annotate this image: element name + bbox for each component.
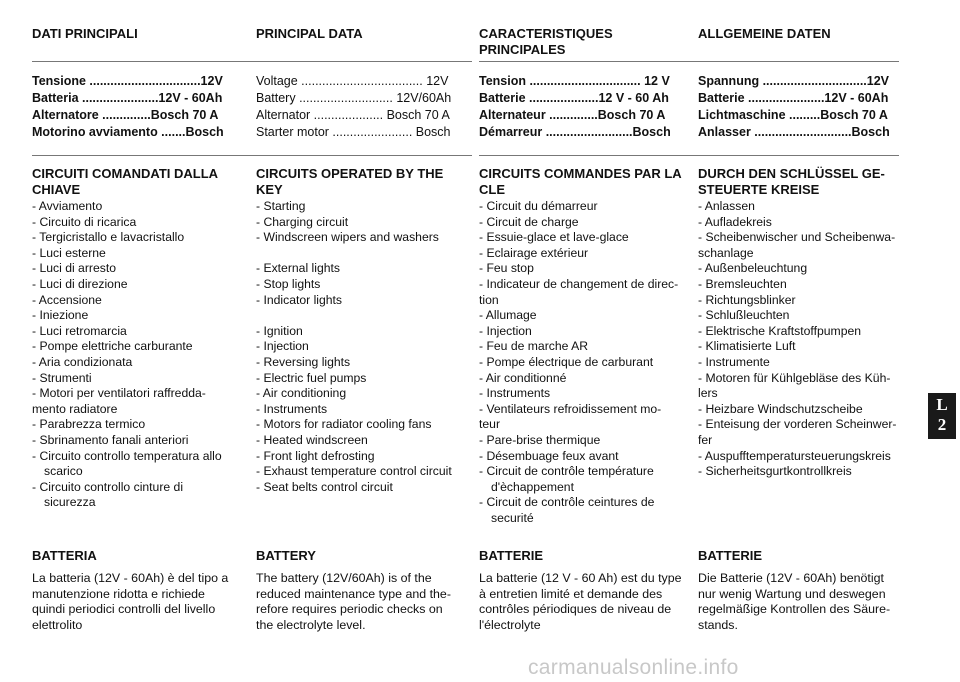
list-item: - Aria condizionata (32, 354, 133, 369)
title-line: CIRCUITS COMMANDES PAR LA (479, 166, 682, 181)
list-item: - Circuit de contrôle température (479, 464, 654, 479)
text-line: refore requires periodic checks on (256, 602, 443, 617)
title-line: STEUERTE KREISE (698, 182, 820, 197)
spec-line: Spannung ..............................12V (698, 74, 890, 88)
list-item: - Anlassen (698, 199, 755, 213)
list-item: lers (698, 386, 718, 401)
list-item: - Windscreen wipers and washers (256, 230, 439, 245)
list-item: - Starting (256, 199, 306, 213)
text-line: the electrolyte level. (256, 617, 366, 632)
circuits-german (698, 166, 910, 480)
battery-french (479, 548, 694, 633)
list-item: - Bremsleuchten (698, 276, 787, 291)
section-title (256, 166, 470, 198)
circuits-english (256, 166, 470, 495)
list-item: - Circuit de charge (479, 214, 579, 229)
list-item: - External lights (256, 261, 340, 276)
title-line: CIRCUITI COMANDATI DALLA (32, 166, 219, 181)
list-item: - Pompe elettriche carburante (32, 339, 193, 354)
header-italian: DATI PRINCIPALI (32, 26, 138, 41)
spec-line: Alternatore ..............Bosch 70 A (32, 108, 219, 122)
list-item: - Sbrinamento fanali anteriori (32, 432, 189, 447)
tab-letter: L (936, 395, 948, 414)
list-item: - Instrumente (698, 354, 770, 369)
list-item: - Ventilateurs refroidissement mo- (479, 401, 662, 416)
list-item: - Auspufftemperatursteuerungskreis (698, 448, 891, 463)
list-item: mento radiatore (32, 401, 118, 416)
battery-italian (32, 548, 247, 633)
battery-english (256, 548, 471, 633)
watermark: carmanualsonline.info (528, 656, 739, 679)
list-item: - Iniezione (32, 308, 89, 323)
list-item: - Aufladekreis (698, 214, 772, 229)
text-line: Die Batterie (12V - 60Ah) benötigt (698, 571, 884, 586)
list-item: - Air conditioning (256, 386, 347, 401)
divider-top-left (32, 61, 472, 62)
list-item: - Luci di direzione (32, 276, 128, 291)
list-item: - Motors for radiator cooling fans (256, 417, 432, 432)
divider-top-right (479, 61, 899, 62)
header-german: ALLGEMEINE DATEN (698, 26, 831, 41)
list-item: - Injection (479, 323, 532, 338)
list-item: - Instruments (256, 401, 328, 416)
section-title: BATTERIE (479, 548, 544, 563)
list-item: - Scheibenwischer und Scheibenwa- (698, 230, 896, 245)
list-item: - Reversing lights (256, 354, 351, 369)
list-item: fer (698, 432, 713, 447)
text-line: à entretien limité et demande des (479, 586, 663, 601)
section-title: BATTERIA (32, 548, 97, 563)
section-title: BATTERIE (698, 548, 763, 563)
text-line: La batterie (12 V - 60 Ah) est du type (479, 571, 682, 586)
spec-line: Tension ................................ 12 V (479, 74, 670, 88)
spec-line: Alternateur ..............Bosch 70 A (479, 108, 666, 122)
list-item: - Luci retromarcia (32, 323, 127, 338)
list-item: - Ignition (256, 323, 303, 338)
list-item: - Circuit de contrôle ceintures de (479, 495, 655, 510)
specs-italian (32, 73, 224, 141)
spec-line: Starter motor ....................... Bosch (256, 125, 451, 139)
list-item: - Stop lights (256, 276, 321, 291)
list-item: - Indicator lights (256, 292, 343, 307)
title-line: DURCH DEN SCHLÜSSEL GE- (698, 166, 885, 181)
section-tab (928, 393, 956, 439)
text-line: contrôles périodiques de niveau de (479, 602, 672, 617)
list-item: - Indicateur de changement de direc- (479, 276, 679, 291)
list-item: - Parabrezza termico (32, 417, 146, 432)
tab-number: 2 (937, 415, 947, 434)
list-item: - Exhaust temperature control circuit (256, 464, 452, 479)
list-item: - Heated windscreen (256, 432, 368, 447)
text-line: reduced maintenance type and the- (256, 586, 451, 601)
list-item: - Schlußleuchten (698, 308, 790, 323)
title-line: CLE (479, 182, 505, 197)
spec-line: Démarreur .........................Bosch (479, 125, 671, 139)
list-item: - Allumage (479, 308, 537, 323)
list-item: sicurezza (44, 495, 96, 510)
list-item: - Sicherheitsgurtkontrollkreis (698, 464, 852, 479)
circuits-italian (32, 166, 244, 511)
divider-mid-left (32, 155, 472, 156)
section-title (479, 166, 691, 198)
text-line: stands. (698, 617, 738, 632)
list-item: securité (491, 510, 534, 525)
list-item: - Electric fuel pumps (256, 370, 367, 385)
list-item: - Motori per ventilatori raffredda- (32, 386, 206, 401)
list-item: - Tergicristallo e lavacristallo (32, 230, 185, 245)
spacer (256, 308, 470, 324)
list-item: - Injection (256, 339, 309, 354)
title-line: KEY (256, 182, 283, 197)
list-item: - Heizbare Windschutzscheibe (698, 401, 863, 416)
list-item: - Accensione (32, 292, 102, 307)
header-english: PRINCIPAL DATA (256, 26, 363, 41)
list-item: - Strumenti (32, 370, 92, 385)
list-item: - Eclairage extérieur (479, 245, 589, 260)
spec-line: Tensione ................................12V (32, 74, 223, 88)
spec-line: Lichtmaschine .........Bosch 70 A (698, 108, 888, 122)
list-item: - Luci di arresto (32, 261, 116, 276)
section-title (698, 166, 910, 198)
text-line: nur wenig Wartung und deswegen (698, 586, 886, 601)
list-item: - Air conditionné (479, 370, 567, 385)
list-item: scarico (44, 464, 83, 479)
text-line: manutenzione ridotta e richiede (32, 586, 205, 601)
list-item: - Circuito controllo temperatura allo (32, 448, 222, 463)
list-item: - Désembuage feux avant (479, 448, 619, 463)
specs-english (256, 73, 451, 141)
text-line: elettrolito (32, 617, 83, 632)
list-item: - Instruments (479, 386, 551, 401)
text-line: La batteria (12V - 60Ah) è del tipo a (32, 571, 229, 586)
list-item: - Elektrische Kraftstoffpumpen (698, 323, 862, 338)
list-item: - Essuie-glace et lave-glace (479, 230, 629, 245)
divider-mid-right (479, 155, 899, 156)
list-item: - Avviamento (32, 199, 103, 213)
specs-french (479, 73, 671, 141)
list-item: - Pare-brise thermique (479, 432, 601, 447)
list-item: - Charging circuit (256, 214, 349, 229)
text-line: quindi periodici controlli del livello (32, 602, 216, 617)
list-item: schanlage (698, 245, 754, 260)
title-line: CHIAVE (32, 182, 81, 197)
spec-line: Batteria ......................12V - 60Ah (32, 91, 223, 105)
list-item: teur (479, 417, 501, 432)
list-item: - Circuit du démarreur (479, 199, 598, 213)
header-french-line1: CARACTERISTIQUES (479, 26, 613, 41)
list-item: - Klimatisierte Luft (698, 339, 796, 354)
battery-german (698, 548, 913, 633)
spec-line: Batterie ......................12V - 60Ah (698, 91, 889, 105)
text-line: l'électrolyte (479, 617, 541, 632)
list-item: - Feu de marche AR (479, 339, 589, 354)
list-item: d'èchappement (491, 479, 574, 494)
list-item: - Circuito controllo cinture di (32, 479, 184, 494)
header-french-line2: PRINCIPALES (479, 42, 566, 57)
list-item: - Front light defrosting (256, 448, 375, 463)
list-item: - Außenbeleuchtung (698, 261, 808, 276)
list-item: - Enteisung der vorderen Scheinwer- (698, 417, 897, 432)
spec-line: Alternator .................... Bosch 70 A (256, 108, 450, 122)
spec-line: Anlasser ............................Bosch (698, 125, 890, 139)
spec-line: Batterie ....................12 V - 60 Ah (479, 91, 669, 105)
specs-german (698, 73, 890, 141)
spec-line: Motorino avviamento .......Bosch (32, 125, 224, 139)
list-item: - Luci esterne (32, 245, 106, 260)
list-item: - Feu stop (479, 261, 534, 276)
list-item: - Pompe électrique de carburant (479, 354, 654, 369)
circuits-french (479, 166, 691, 526)
list-item: - Circuito di ricarica (32, 214, 137, 229)
title-line: CIRCUITS OPERATED BY THE (256, 166, 444, 181)
header-french (479, 26, 613, 58)
list-item: tion (479, 292, 499, 307)
text-line: The battery (12V/60Ah) is of the (256, 571, 432, 586)
section-title (32, 166, 244, 198)
list-item: - Richtungsblinker (698, 292, 796, 307)
spacer (256, 246, 470, 262)
text-line: regelmäßige Kontrollen des Säure- (698, 602, 891, 617)
list-item: - Seat belts control circuit (256, 479, 393, 494)
list-item: - Motoren für Kühlgebläse des Küh- (698, 370, 891, 385)
spec-line: Voltage ................................... 12V (256, 74, 449, 88)
section-title: BATTERY (256, 548, 316, 563)
spec-line: Battery ........................... 12V/60Ah (256, 91, 452, 105)
